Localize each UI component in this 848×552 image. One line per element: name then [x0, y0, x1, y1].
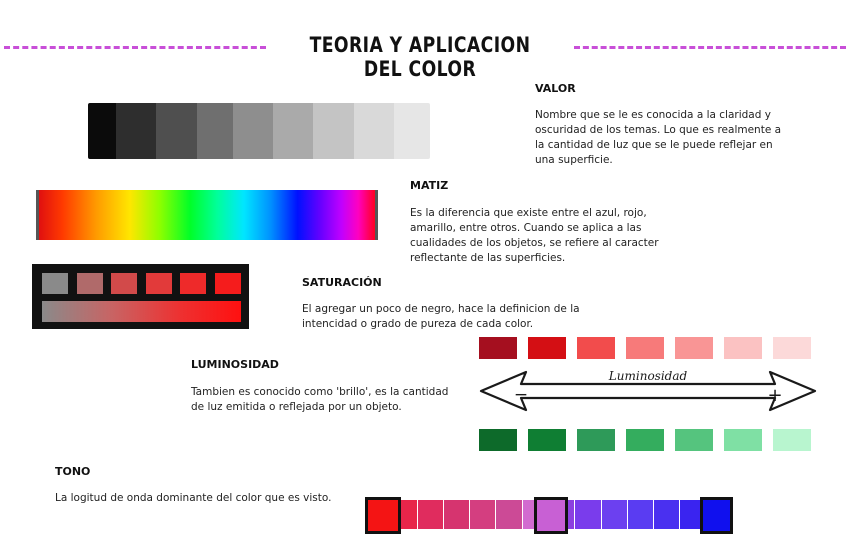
page-title: TEORIA Y APLICACION DEL COLOR: [309, 33, 531, 81]
value-cell: [197, 103, 233, 159]
saturation-square: [215, 273, 241, 294]
red-tint-swatch: [528, 337, 566, 359]
value-cell: [233, 103, 273, 159]
green-tint-swatch: [479, 429, 517, 451]
minus-sign-icon: −: [513, 385, 529, 405]
value-cell: [354, 103, 394, 159]
red-tint-swatch: [626, 337, 664, 359]
green-tint-swatch: [528, 429, 566, 451]
valor-heading: VALOR: [535, 82, 576, 95]
tone-mid-box: [534, 497, 568, 534]
tone-start-box: [365, 497, 401, 534]
value-cell: [394, 103, 430, 159]
saturation-square: [42, 273, 68, 294]
value-cell: [156, 103, 196, 159]
tone-cell: [654, 500, 679, 529]
saturacion-text: El agregar un poco de negro, hace la definicion de la intencidad o grado de pureza de cada color.: [302, 303, 580, 330]
green-tint-swatch: [773, 429, 811, 451]
saturacion-heading: SATURACIÓN: [302, 276, 382, 289]
tone-cell: [628, 500, 653, 529]
green-tint-swatch: [626, 429, 664, 451]
saturation-square: [111, 273, 137, 294]
left-dashed-divider: [4, 46, 266, 49]
saturation-square: [77, 273, 103, 294]
saturation-swatch: [32, 264, 249, 329]
luminosidad-text: Tambien es conocido como 'brillo', es la cantidad de luz emitida o reflejada por un objeto.: [191, 386, 449, 413]
saturation-square: [146, 273, 172, 294]
luminosidad-diagram-label: Luminosidad: [608, 369, 688, 383]
tone-cell: [444, 500, 469, 529]
luminosidad-heading: LUMINOSIDAD: [191, 358, 279, 371]
valor-text: Nombre que se le es conocida a la claridad y oscuridad de los temas. Lo que es realmente a la cantidad de luz que se le puede reflejar en una superficie.: [535, 109, 782, 166]
plus-sign-icon: +: [767, 385, 783, 406]
right-dashed-divider: [574, 46, 846, 49]
red-tint-swatch: [479, 337, 517, 359]
red-tint-swatch: [577, 337, 615, 359]
green-tint-swatch: [724, 429, 762, 451]
hue-spectrum-swatch: [36, 190, 378, 240]
saturation-square: [180, 273, 206, 294]
red-tint-swatch: [675, 337, 713, 359]
value-cell: [88, 103, 116, 159]
luminosity-arrow-diagram: [478, 366, 818, 416]
saturation-gradient-bar: [42, 301, 241, 322]
value-cell: [313, 103, 353, 159]
tone-end-box: [700, 497, 733, 534]
matiz-heading: MATIZ: [410, 179, 449, 192]
tone-cell: [575, 500, 600, 529]
value-cell: [116, 103, 156, 159]
tono-heading: TONO: [55, 465, 91, 478]
value-scale-swatch: [88, 103, 430, 159]
green-tint-swatch: [577, 429, 615, 451]
tone-swatch: [365, 497, 733, 532]
red-tint-swatch: [773, 337, 811, 359]
green-tint-swatch: [675, 429, 713, 451]
tone-cell: [496, 500, 521, 529]
red-tint-swatch: [724, 337, 762, 359]
tono-text: La logitud de onda dominante del color que es visto.: [55, 492, 332, 504]
tone-cell: [602, 500, 627, 529]
value-cell: [273, 103, 313, 159]
tone-cell: [470, 500, 495, 529]
matiz-text: Es la diferencia que existe entre el azul, rojo, amarillo, entre otros. Cuando se aplica a las cualidades de los objetos, se refiere al caracter reflectante de las superficies.: [410, 207, 659, 264]
tone-cell: [418, 500, 443, 529]
